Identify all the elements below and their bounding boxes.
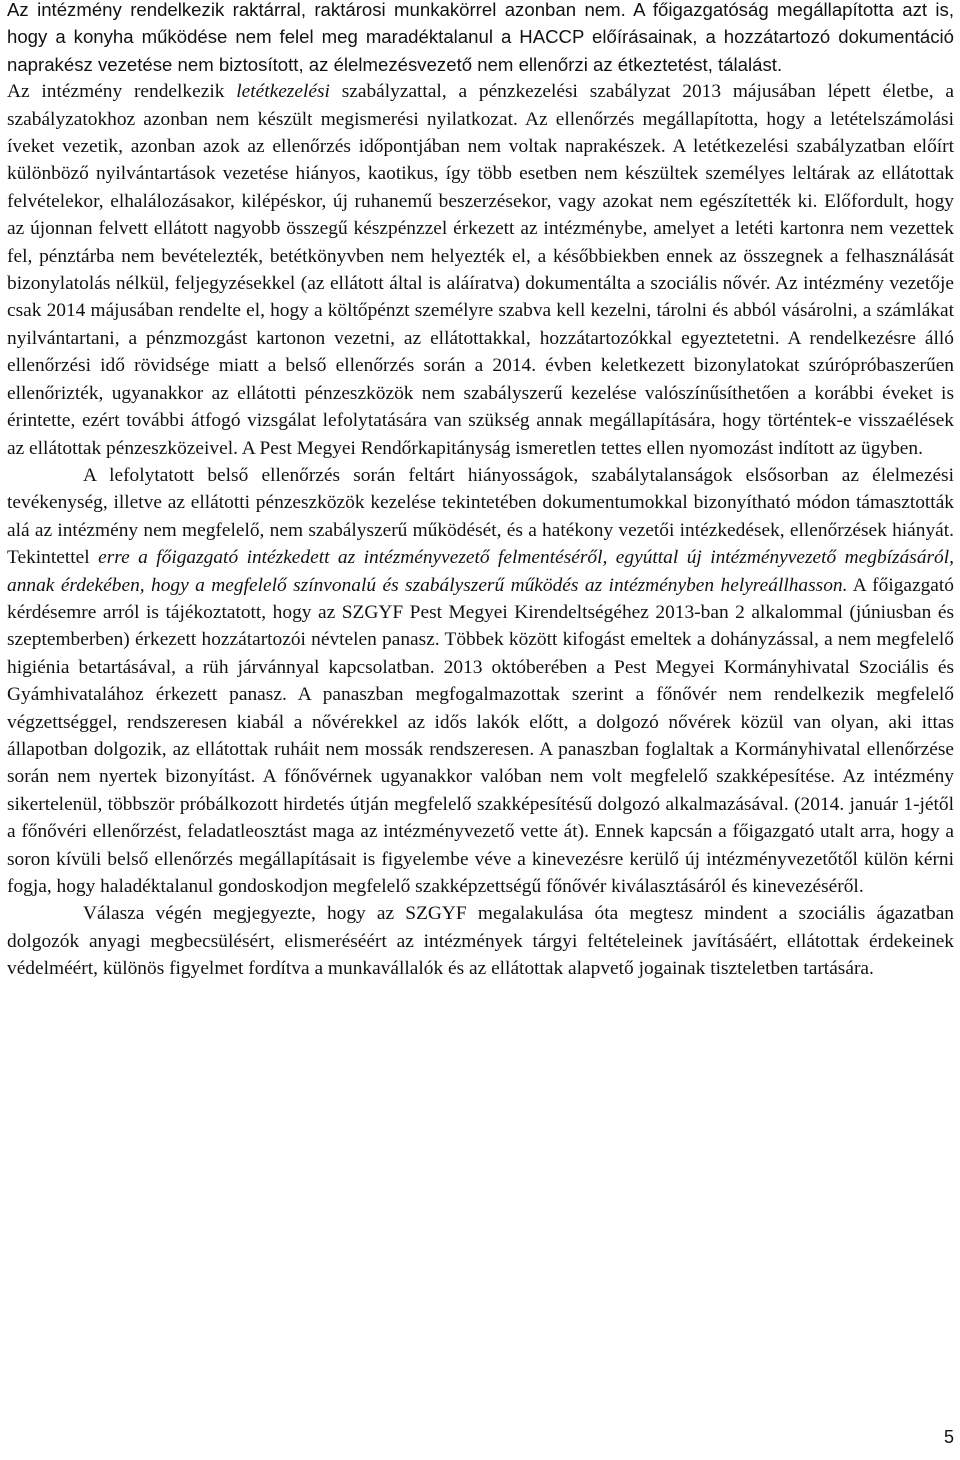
paragraph-closing: Válasza végén megjegyezte, hogy az SZGYF megalakulása óta megtesz mindent a szociális ágazatban dolgozók anyagi megbecsülésért, elismeréséért az intézmények tárgyi feltételeinek javításáért, ellátottak érdekeinek védelméért, különös figyelmet fordítva a munkavállalók és az ellátottak alapvető jogainak tiszteletben tartására.: [7, 903, 954, 980]
paragraph-deposit-text-rest: szabályzattal, a pénzkezelési szabályzat 2013 májusában lépett életbe, a szabályzatokhoz azonban nem készült megismerési nyilatkozat. Az ellenőrzés megállapította, hogy a letételszámolási íveket vezetik, azonban azok az ellenőrzés időpontjában nem voltak naprakészek. A letétkezelési szabályzatban előírt különböző nyilvántartások vezetése hiányos, kaotikus, így több esetben nem készültek személyes leltárak az ellátottak felvételekor, elhalálozásakor, kilépéskor, új ruhanemű beszerzésekor, vagy azokat nem egészítették ki. Előfordult, hogy az újonnan felvett ellátott nagyobb összegű készpénzzel érkezett az intézménybe, amelyet a letéti kartonra nem vezettek fel, pénztárba nem bevételezték, betétkönyvben nem helyezték el, a későbbiekben ennek az összegnek a felhasználását bizonylatolás nélkül, feljegyzésekkel (az ellátott által is aláíratva) dokumentálta a szociális nővér. Az intézmény vezetője csak 2014 májusában rendelte el, hogy a költőpénzt személyre szabva kell kezelni, tárolni és abból vásárolni, a számlákat nyilvántartani, a pénzmozgást kartonon vezetni, az ellátottakkal, hozzátartozókkal egyeztetetni. A rendelkezésre álló ellenőrzési idő rövidsége miatt a belső ellenőrzés során a 2014. évben keletkezett bizonylatokat szúrópróbaszerűen ellenőrizték, ugyanakkor az ellátotti pénzeszközök nem szabályszerű kezelése valószínűsíthetően a korábbi éveket is érintette, ezért további átfogó vizsgálat lefolytatására van szükség annak megállapítására, hogy történtek-e visszaélések az ellátottak pénzeszközeivel. A Pest Megyei Rendőrkapitányság ismeretlen tettes ellen nyomozást indított az ügyben.: [7, 81, 954, 459]
paragraph-kitchen-text: Az intézmény rendelkezik raktárral, raktárosi munkakörrel azonban nem. A főigazgatóság megállapította azt is, hogy a konyha működése nem felel meg maradéktalanul a HACCP előírásainak, a hozzátartozó dokumentáció naprakész vezetése nem biztosított, az élelmezésvezető nem ellenőrzi az étkeztetést, tálalást.: [7, 0, 954, 75]
paragraph-conclusions-italic: erre a főigazgató intézkedett az intézményvezető felmentéséről, egyúttal új intézményvezető megbízásáról, annak érdekében, hogy a megfelelő színvonalú és szabályszerű működés az intézményben helyreállhasson.: [7, 547, 954, 596]
paragraph-deposit-text-start: Az intézmény rendelkezik: [7, 81, 237, 103]
paragraph-findings: [7, 0, 954, 462]
paragraph-conclusions-rest: A főigazgató kérdésemre arról is tájékoztatott, hogy az SZGYF Pest Megyei Kirendeltségéhez 2013-ban 2 alkalommal (júniusban és szeptemberben) érkezett hozzátartozói névtelen panasz. Többek között kifogást emeltek a dohányzással, a nem megfelelő higiénia betartásával, a rüh járvánnyal kapcsolatban. 2013 októberében a Pest Megyei Kormányhivatal Szociális és Gyámhivatalához érkezett panasz. A panaszban megfogalmazottak szerint a főnővér nem rendelkezik megfelelő végzettséggel, rendszeresen kiabál a nővérekkel az idős lakók előtt, a dolgozó nővérek közül van olyan, aki ittas állapotban dolgozik, az ellátottak ruháit nem mossák rendszeresen. A panaszban foglaltak a Kormányhivatal ellenőrzése során nem nyertek bizonyítást. A főnővérnek ugyanakkor valóban nem volt megfelelő szakképesítése. Az intézmény sikertelenül, többször próbálkozott hirdetés útján megfelelő szakképesítésű dolgozó alkalmazásával. (2014. január 1-jétől a főnővéri ellenőrzést, feladatleosztást maga az intézményvezető vette át). Ennek kapcsán a főigazgató utalt arra, hogy a soron kívüli belső ellenőrzés megállapításait is figyelembe véve a kinevezésre kerülő új intézményvezetőtől külön kérni fogja, hogy haladéktalanul gondoskodjon megfelelő szakképzettségű főnővér kiválasztásáról és kinevezéséről.: [7, 574, 954, 897]
paragraph-conclusions: [7, 462, 954, 901]
paragraph-conclusions-lead: A lefolytatott belső ellenőrzés során feltárt hiányosságok, szabálytalanságok elsősorban az élelmezési tevékenység, illetve az ellátotti pénzeszközök kezelése tekintetében dokumentumokkal bizonyítható módon támasztották alá az intézmény nem megfelelő, nem szabályszerű működését, és a hatékony vezetői intézkedések, ellenőrzések hiányát. Tekintettel: [7, 464, 954, 569]
italic-term-deposit: letétkezelési: [236, 81, 330, 103]
page-number: 5: [943, 1427, 954, 1447]
document-page: [7, 0, 954, 983]
